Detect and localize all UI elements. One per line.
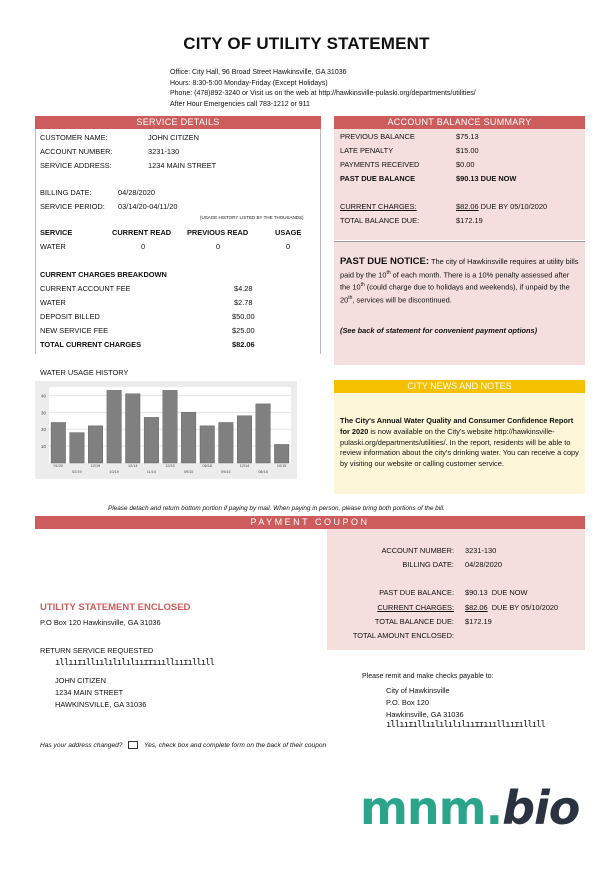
service-period: 03/14/20-04/11/20 (118, 202, 178, 211)
coupon-account-label: ACCOUNT NUMBER: (381, 546, 454, 555)
coupon-past-due-row (465, 588, 527, 597)
chart-y-tick: 20 (40, 427, 46, 433)
breakdown-label: CURRENT ACCOUNT FEE (40, 284, 131, 293)
mail-address-street: 1234 MAIN STREET (55, 688, 124, 697)
chart-bar (70, 433, 85, 463)
summary-value: $0.00 (456, 160, 475, 169)
chart-bar (144, 417, 159, 463)
total-charges-label: TOTAL CURRENT CHARGES (40, 340, 142, 349)
chart-x-tick: 11/14 (146, 470, 157, 474)
chart-y-tick: 30 (40, 410, 46, 416)
notice-sup: th (360, 282, 365, 289)
summary-past-due-value: $90.13 DUE NOW (456, 174, 517, 183)
service-period-label: SERVICE PERIOD: (40, 202, 105, 211)
chart-bar (107, 390, 122, 463)
account-number-label: ACCOUNT NUMBER: (40, 147, 113, 156)
chart-x-tick: 12/19 (90, 464, 101, 468)
city-news-bold: The City's Annual Water Quality and Consumer Confidence Report for 2020 (340, 416, 574, 436)
city-news-header: CITY NEWS AND NOTES (334, 380, 585, 393)
mail-address-name: JOHN CITIZEN (55, 676, 106, 685)
usage-header-previous: PREVIOUS READ (187, 228, 249, 237)
detach-note: Please detach and return bottom portion if paying by mail. When paying in person, please bring both portions of the bill. (108, 505, 445, 512)
chart-x-tick: 12/15 (165, 464, 175, 468)
chart-bar (51, 422, 66, 463)
coupon-account-number: 3231-130 (465, 546, 497, 555)
breakdown-value: $25.00 (232, 326, 255, 335)
billing-date-label: BILLING DATE: (40, 188, 92, 197)
coupon-current-note: DUE BY 05/10/2020 (491, 603, 559, 612)
coupon-past-due-value: $90.13 (465, 588, 488, 597)
usage-header-service: SERVICE (40, 228, 73, 237)
usage-header-usage: USAGE (275, 228, 302, 237)
breakdown-title: CURRENT CHARGES BREAKDOWN (40, 270, 167, 279)
summary-current-value: $82.06 (456, 202, 479, 211)
usage-row-previous: 0 (216, 242, 221, 251)
chart-x-tick: 02/19 (72, 470, 82, 474)
coupon-current-row (465, 603, 558, 612)
summary-label: PAYMENTS RECEIVED (340, 160, 420, 169)
coupon-billing-label: BILLING DATE: (402, 560, 454, 569)
usage-row-service: WATER (40, 242, 66, 251)
watermark-part1: mnm. (360, 781, 503, 835)
breakdown-label: WATER (40, 298, 66, 307)
service-details-header: SERVICE DETAILS (35, 116, 321, 129)
chart-bar (200, 426, 215, 463)
water-usage-chart (35, 381, 297, 479)
notice-text: The city of Hawkinsville requires at utility bills paid by the 10 (340, 257, 579, 279)
chart-bar (256, 404, 271, 463)
city-news-text (340, 416, 580, 470)
coupon-total-label: TOTAL BALANCE DUE: (374, 617, 454, 626)
account-number: 3231-130 (148, 147, 180, 156)
chart-y-tick: 40 (40, 393, 46, 399)
chart-x-tick: 12/14 (128, 464, 138, 468)
usage-header-current: CURRENT READ (112, 228, 172, 237)
notice-text: of each month. There is a 10% penalty assessed after the 10 (340, 269, 570, 292)
service-address: 1234 MAIN STREET (148, 161, 217, 170)
account-summary-header: ACCOUNT BALANCE SUMMARY (334, 116, 585, 129)
office-address: Office: City Hall, 96 Broad Street Hawkinsville, GA 31036 (170, 69, 347, 76)
notice-text: (could charge due to holidays and weekends), if unpaid by the 20 (340, 282, 570, 305)
chart-bar (163, 390, 178, 463)
watermark-logo (360, 778, 579, 838)
chart-bar (274, 444, 289, 463)
office-emergency: After Hour Emergencies call 783-1212 or 911 (170, 100, 310, 108)
breakdown-label: NEW SERVICE FEE (40, 326, 109, 335)
chart-x-tick: 10/19 (276, 464, 287, 468)
address-changed-row (40, 741, 326, 749)
customer-name: JOHN CITIZEN (148, 133, 199, 142)
service-address-label: SERVICE ADDRESS: (40, 161, 112, 170)
remit-city: Hawkinsville, GA 31036 (386, 710, 464, 719)
past-due-notice-heading: PAST DUE NOTICE: (340, 256, 430, 267)
city-news-body: is now available on the City's website http://hawkinsville-pulaski.org/departments/utilities/. In the report, residents will be able to review information about the city's drinking water. You can receive a copy by visiting our website or calling customer service. (340, 426, 579, 469)
summary-value: $15.00 (456, 146, 479, 155)
summary-past-due-label: PAST DUE BALANCE (340, 174, 416, 183)
notice-back-note: (See back of statement for convenient payment options) (340, 326, 538, 335)
mail-address-city: HAWKINSVILLE, GA 31036 (55, 700, 147, 709)
notice-text: , services will be discontinued. (352, 295, 452, 305)
chart-bar (181, 412, 196, 463)
chart-x-tick: 01/20 (53, 464, 64, 468)
breakdown-value: $2.78 (234, 298, 253, 307)
office-info (170, 68, 476, 110)
remit-barcode: ıllııɪıllıılılılılııɪɪıııllııɪıllıll (386, 720, 546, 730)
summary-current-due: DUE BY 05/10/2020 (480, 202, 548, 211)
coupon-enclosed-label: TOTAL AMOUNT ENCLOSED: (352, 631, 454, 640)
chart-x-tick: 10/19 (109, 470, 119, 474)
office-hours: Hours: 8:30-5:00 Monday-Friday (Except Holidays) (170, 79, 328, 87)
breakdown-value: $4.28 (234, 284, 253, 293)
summary-value: $75.13 (456, 132, 479, 141)
chart-bar (237, 416, 252, 463)
summary-label: LATE PENALTY (340, 146, 394, 155)
summary-current-label: CURRENT CHARGES: (340, 202, 417, 211)
address-changed-note: Yes, check box and complete form on the back of their coupon (144, 741, 327, 749)
remit-label: Please remit and make checks payable to: (362, 673, 494, 680)
chart-bar (88, 426, 103, 463)
office-phone: Phone: (478)892-3240 or Visit us on the web at http://hawkinsville-pulaski.org/departments/utilities/ (170, 90, 476, 97)
chart-bar (126, 394, 141, 463)
chart-x-tick: 12/14 (239, 464, 250, 468)
coupon-past-due-note: DUE NOW (491, 588, 528, 597)
mail-barcode: ıllııɪıllıılılılılııɪɪıııllııɪıllıll (55, 658, 215, 668)
notice-sup: th (348, 295, 353, 302)
usage-note: (USAGE HISTORY LISTED BY THE THOUSANDS) (200, 215, 304, 220)
chart-bar (219, 422, 234, 463)
usage-history-title: WATER USAGE HISTORY (40, 368, 129, 377)
coupon-po-box: P.O Box 120 Hawkinsville, GA 31036 (40, 618, 161, 627)
payment-coupon-header: PAYMENT COUPON (35, 516, 585, 529)
address-changed-checkbox[interactable] (128, 741, 138, 749)
coupon-total-value: $172.19 (465, 617, 492, 626)
summary-total-label: TOTAL BALANCE DUE: (340, 216, 420, 225)
address-changed-question: Has your address changed? (40, 741, 123, 749)
coupon-past-due-label: PAST DUE BALANCE: (379, 588, 454, 597)
chart-x-tick: 09/15 (183, 470, 194, 474)
summary-label: PREVIOUS BALANCE (340, 132, 415, 141)
billing-date: 04/28/2020 (118, 188, 155, 197)
coupon-current-value: $82.06 (465, 603, 488, 612)
total-charges-value: $82.06 (232, 340, 255, 349)
coupon-billing-date: 04/28/2020 (465, 560, 502, 569)
watermark-part2: bio (502, 781, 580, 835)
coupon-current-label: CURRENT CHARGES: (377, 603, 454, 612)
remit-name: City of Hawkinsville (386, 686, 450, 695)
chart-y-tick: 10 (40, 444, 46, 450)
usage-row-usage: 0 (286, 242, 291, 251)
breakdown-value: $50.00 (232, 312, 255, 321)
past-due-notice (340, 257, 580, 306)
summary-total-value: $172.19 (456, 216, 483, 225)
chart-x-tick: 09/15 (221, 470, 231, 474)
usage-row-current: 0 (141, 242, 146, 251)
customer-name-label: CUSTOMER NAME: (40, 133, 108, 142)
statement-enclosed-title: UTILITY STATEMENT ENCLOSED (40, 602, 191, 613)
chart-x-tick: 06/18 (202, 464, 212, 468)
breakdown-label: DEPOSIT BILLED (40, 312, 100, 321)
page-title: CITY OF UTILITY STATEMENT (183, 34, 430, 53)
notice-sup: th (386, 269, 391, 276)
remit-box: P.O. Box 120 (386, 698, 430, 707)
return-service-requested: RETURN SERVICE REQUESTED (40, 646, 154, 655)
chart-x-tick: 08/15 (258, 470, 268, 474)
summary-current-row (456, 202, 547, 211)
